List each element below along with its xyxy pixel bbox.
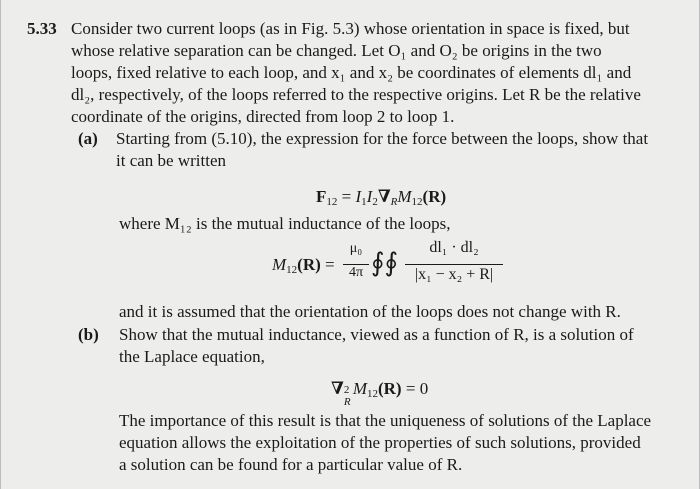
problem-number: 5.33 [27, 19, 57, 38]
intro-line: whose relative separation can be changed. Let O₁ and O₂ be origins in the two [71, 41, 602, 60]
where-text: where M₁₂ is the mutual inductance of the loops, [119, 214, 451, 233]
coef-numerator: μ₀ [349, 241, 363, 256]
eq2-lhs: $M_{12}(R)$ = [272, 255, 335, 276]
integrand-denominator: |x₁ − x₂ + R| [414, 266, 494, 283]
coef-denominator: 4π [348, 265, 364, 280]
part-a-line: Starting from (5.10), the expression for the force between the loops, show that [116, 129, 649, 148]
closing-line: The importance of this result is that the uniqueness of solutions of the Laplace [119, 411, 652, 430]
part-a-line: it can be written [116, 151, 226, 170]
part-b-line: Show that the mutual inductance, viewed as a function of R, is a solution of [119, 325, 634, 344]
part-b-label: (b) [78, 325, 99, 344]
part-a-label: (a) [78, 129, 98, 148]
intro-line: Consider two current loops (as in Fig. 5.3) whose orientation in space is fixed, but [71, 19, 630, 38]
part-a-conclusion: and it is assumed that the orientation of the loops does not change with R. [119, 302, 621, 321]
integrand-numerator: dl₁ · dl₂ [429, 239, 479, 256]
intro-line: loops, fixed relative to each loop, and x₁ and x₂ be coordinates of elements dl₁ and [71, 63, 632, 82]
closing-line: equation allows the exploitation of the properties of such solutions, provided [119, 433, 641, 452]
equation-force: $F_{12} = I_1I_2\nabla_RM_{12}(R)$ [316, 187, 447, 208]
closing-line: a solution can be found for a particular value of R. [119, 455, 463, 474]
contour-integral-symbol: ∮∮ [371, 248, 399, 277]
intro-line: coordinate of the origins, directed from loop 2 to loop 1. [71, 107, 455, 126]
intro-line: dl₂, respectively, of the loops referred to the respective origins. Let R be the relative [71, 85, 641, 104]
integrand-fraction-bar [405, 264, 503, 265]
equation-laplace: ∇ 2 R $M_{12}(R) = 0$ [331, 379, 429, 408]
part-b-line: the Laplace equation, [119, 347, 265, 366]
